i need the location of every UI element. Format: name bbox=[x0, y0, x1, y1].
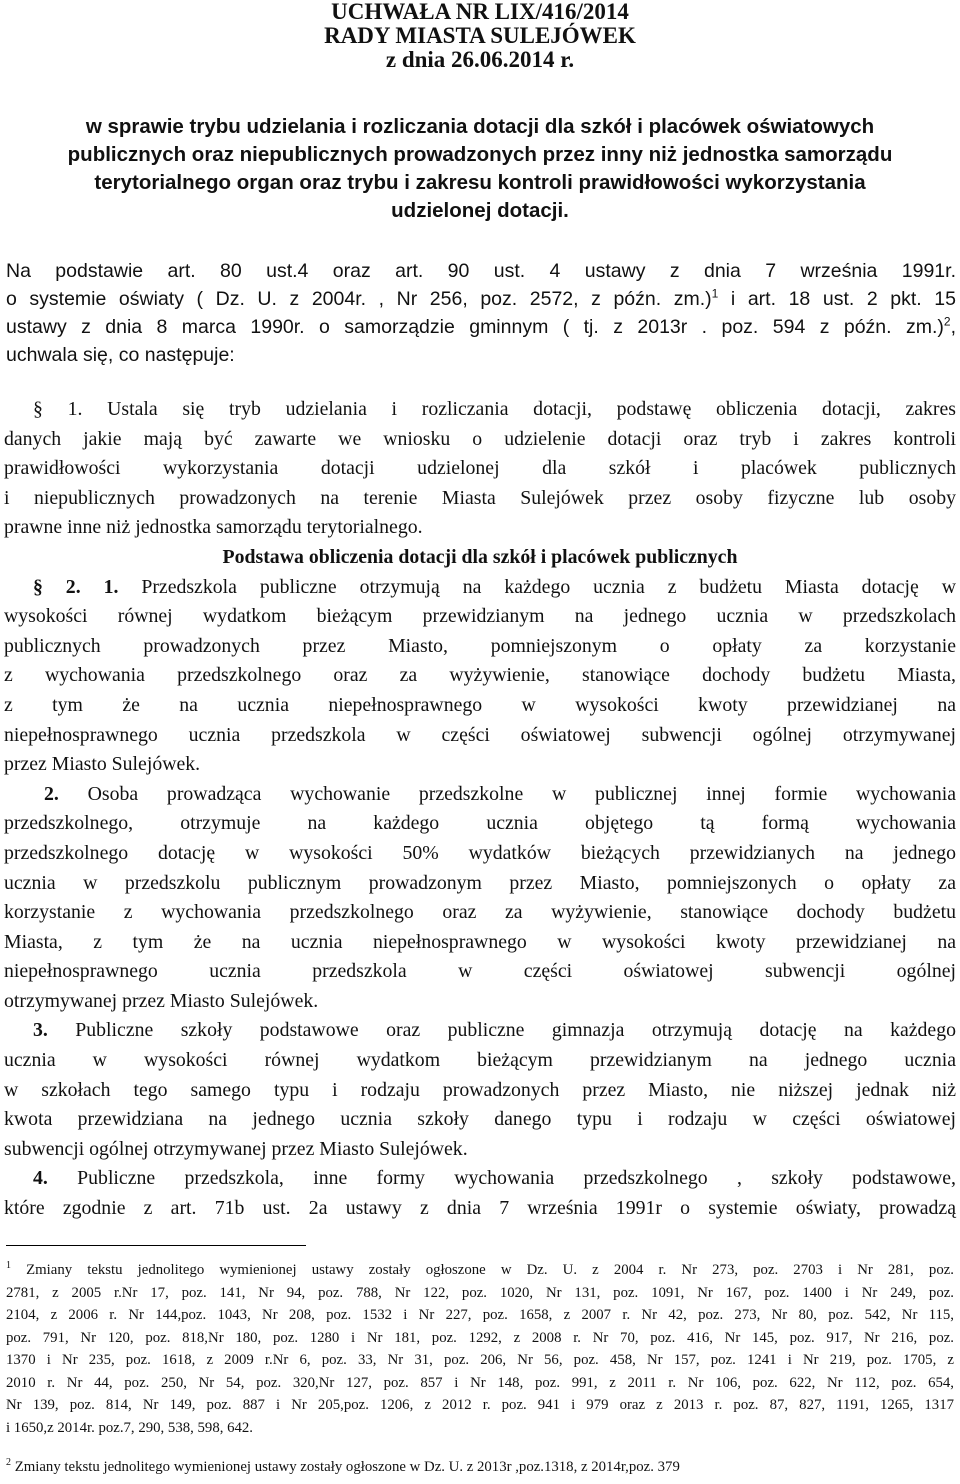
resolution-date: z dnia 26.06.2014 r. bbox=[385, 47, 575, 72]
section-heading: Podstawa obliczenia dotacji dla szkół i placówek publicznych bbox=[222, 545, 738, 568]
council-name: RADY MIASTA SULEJÓWEK bbox=[324, 23, 636, 48]
body-line: ucznia w wysokości równej wydatkom bieżącym przewidzianym na jednego ucznia bbox=[4, 1049, 956, 1072]
basis-line bbox=[6, 285, 956, 313]
body-line: wysokości równej wydatkom bieżącym przewidzianym na jednego ucznia w przedszkolach bbox=[4, 605, 956, 628]
footnote-line: 1370 i Nr 235, poz. 1618, z 2009 r.Nr 6, poz. 33, Nr 31, poz. 206, Nr 56, poz. 458, Nr 157, poz. 1241 i Nr 219, poz. 1705, z bbox=[6, 1352, 954, 1368]
footnote-text: Zmiany tekstu jednolitego wymienionej ustawy zostały ogłoszone w Dz. U. z 2004 r. Nr 273, poz. 2703 i Nr 281, poz. bbox=[11, 1262, 954, 1278]
basis-text: Na podstawie art. 80 ust.4 oraz art. 90 ust. 4 ustawy z dnia 7 września 1991r. bbox=[6, 260, 956, 282]
section-1 bbox=[4, 395, 956, 1224]
body-line: które zgodnie z art. 71b ust. 2a ustawy z dnia 7 września 1991r o systemie oświaty, prowadzą bbox=[4, 1197, 956, 1220]
resolution-subject bbox=[10, 113, 950, 225]
basis-line bbox=[6, 257, 956, 285]
body-line: otrzymywanej przez Miasto Sulejówek. bbox=[4, 989, 319, 1012]
body-line: ucznia w przedszkolu publicznym prowadzonym przez Miasto, pomniejszonych o opłaty za bbox=[4, 871, 956, 894]
basis-line bbox=[6, 313, 956, 341]
body-line: niepełnosprawnego ucznia przedszkola w części oświatowej subwencji ogólnej bbox=[4, 960, 956, 983]
body-line bbox=[4, 1164, 956, 1194]
body-line: niepełnosprawnego ucznia przedszkola w części oświatowej subwencji ogólnej otrzymywanej bbox=[4, 723, 956, 746]
subject-line: terytorialnego organ oraz trybu i zakresu kontroli prawidłowości wykorzystania bbox=[94, 171, 866, 194]
body-line: przez Miasto Sulejówek. bbox=[4, 753, 201, 776]
body-line: publicznych prowadzonych przez Miasto, pomniejszonym o opłaty za korzystanie bbox=[4, 634, 956, 657]
body-line: w szkołach tego samego typu i rodzaju prowadzonych przez Miasto, nie niższej jednak niż bbox=[4, 1078, 956, 1101]
body-line: kwota przewidziana na jednego ucznia szkoły danego typu i rodzaju w części oświatowej bbox=[4, 1108, 956, 1131]
body-line bbox=[4, 1016, 956, 1046]
body-text: Przedszkola publiczne otrzymują na każdego ucznia z budżetu Miasta dotację w bbox=[118, 575, 957, 598]
body-line: prawidłowości wykorzystania dotacji udzielonej dla szkół i placówek publicznych bbox=[4, 457, 956, 480]
paragraph-number: § 2. 1. bbox=[33, 575, 119, 598]
body-text: Publiczne przedszkola, inne formy wychowania przedszkolnego , szkoły podstawowe, bbox=[47, 1167, 956, 1190]
footnote-line bbox=[6, 1456, 954, 1479]
body-line: z wychowania przedszkolnego oraz za wyżywienie, stanowiące dochody budżetu Miasta, bbox=[4, 664, 956, 687]
body-line: danych jakie mają być zawarte we wniosku o udzielenie dotacji oraz tryb i zakres kontroli bbox=[4, 427, 956, 450]
footnote-ref: 2 bbox=[943, 314, 951, 329]
body-line: Miasta, z tym że na ucznia niepełnosprawnego w wysokości kwoty przewidzianej na bbox=[4, 930, 956, 953]
body-line: przedszkolnego dotację w wysokości 50% wydatków bieżących przewidzianych na jednego bbox=[4, 841, 956, 864]
body-line bbox=[4, 780, 956, 810]
body-text: Osoba prowadząca wychowanie przedszkolne w publicznej innej formie wychowania bbox=[58, 782, 956, 805]
legal-basis bbox=[6, 257, 956, 369]
basis-text: o systemie oświaty ( Dz. U. z 2004r. , Nr 256, poz. 2572, z późn. zm.) bbox=[6, 288, 712, 310]
body-line: subwencji ogólnej otrzymywanej przez Miasto Sulejówek. bbox=[4, 1137, 468, 1160]
footnote-line: 2104, z 2006 r. Nr 144,poz. 1043, Nr 208, poz. 1532 i Nr 227, poz. 1658, z 2007 r. Nr 42, poz. 273, Nr 80, poz. 542, Nr 115, bbox=[6, 1307, 954, 1323]
footnote-line: i 1650,z 2014r. poz.7, 290, 538, 598, 642. bbox=[6, 1419, 254, 1436]
body-line: z tym że na ucznia niepełnosprawnego w wysokości kwoty przewidzianej na bbox=[4, 693, 956, 716]
point-number: 3. bbox=[33, 1019, 48, 1042]
body-line: i niepublicznych prowadzonych na terenie Miasta Sulejówek przez osoby fizyczne lub osoby bbox=[4, 486, 956, 509]
paragraph-number: § 1. bbox=[33, 398, 83, 420]
footnote-line: poz. 791, Nr 120, poz. 818,Nr 180, poz. 1280 i Nr 181, poz. 1292, z 2008 r. Nr 70, poz. 416, Nr 145, poz. 917, Nr 216, poz. bbox=[6, 1329, 954, 1346]
footnote-mark: 2 bbox=[6, 1457, 11, 1469]
basis-line: uchwala się, co następuje: bbox=[6, 344, 235, 366]
subject-line: publicznych oraz niepublicznych prowadzonych przez inny niż jednostka samorządu bbox=[67, 143, 893, 166]
point-number: 2. bbox=[44, 782, 59, 805]
footnote-line: 2781, z 2005 r.Nr 17, poz. 141, Nr 94, poz. 788, Nr 122, poz. 1020, Nr 131, poz. 1091, Nr 167, poz. 1400 i Nr 249, poz. bbox=[6, 1284, 954, 1301]
footnote-line bbox=[6, 1259, 954, 1282]
body-text: Publiczne szkoły podstawowe oraz publiczne gimnazja otrzymują dotację na każdego bbox=[47, 1019, 956, 1042]
point-number: 4. bbox=[33, 1167, 48, 1190]
body-line bbox=[4, 395, 956, 425]
footnote-line: 2010 r. Nr 44, poz. 250, Nr 54, poz. 320,Nr 127, poz. 857 i Nr 148, poz. 991, z 2011 r. Nr 106, poz. 622, Nr 112, poz. 654, bbox=[6, 1374, 954, 1391]
body-line: prawne inne niż jednostka samorządu terytorialnego. bbox=[4, 516, 423, 539]
footnote-mark: 1 bbox=[6, 1260, 11, 1272]
body-line bbox=[4, 573, 956, 603]
body-line: przedszkolnego, otrzymuje na każdego ucznia objętego tą formą wychowania bbox=[4, 812, 956, 835]
basis-text: i art. 18 ust. 2 pkt. 15 bbox=[718, 288, 956, 310]
basis-text: ustawy z dnia 8 marca 1990r. o samorządzie gminnym ( tj. z 2013r . poz. 594 z późn. zm.) bbox=[6, 316, 944, 338]
subject-line: w sprawie trybu udzielania i rozliczania dotacji dla szkół i placówek oświatowych bbox=[85, 115, 875, 138]
footnote-text: Zmiany tekstu jednolitego wymienionej ustawy zostały ogłoszone w Dz. U. z 2013r ,poz.1318, z 2014r,poz. 379 bbox=[11, 1459, 680, 1475]
subject-line: udzielonej dotacji. bbox=[391, 199, 569, 222]
body-line: korzystanie z wychowania przedszkolnego oraz za wyżywienie, stanowiące dochody budżetu bbox=[4, 901, 956, 924]
footnote-ref: 1 bbox=[711, 286, 719, 301]
footnote-line: Nr 139, poz. 814, Nr 149, poz. 887 i Nr 205,poz. 1206, z 2012 r. poz. 941 i 979 oraz z 2013 r. poz. 87, 827, 1191, 1265, 1317 bbox=[6, 1397, 954, 1413]
resolution-number: UCHWAŁA NR LIX/416/2014 bbox=[331, 0, 629, 24]
footnote-2 bbox=[6, 1456, 954, 1479]
body-text: Ustala się tryb udzielania i rozliczania dotacji, podstawę obliczenia dotacji, zakres bbox=[82, 398, 956, 420]
basis-text: , bbox=[950, 316, 956, 338]
footnote-1 bbox=[6, 1259, 954, 1439]
footnote-separator bbox=[6, 1245, 306, 1246]
